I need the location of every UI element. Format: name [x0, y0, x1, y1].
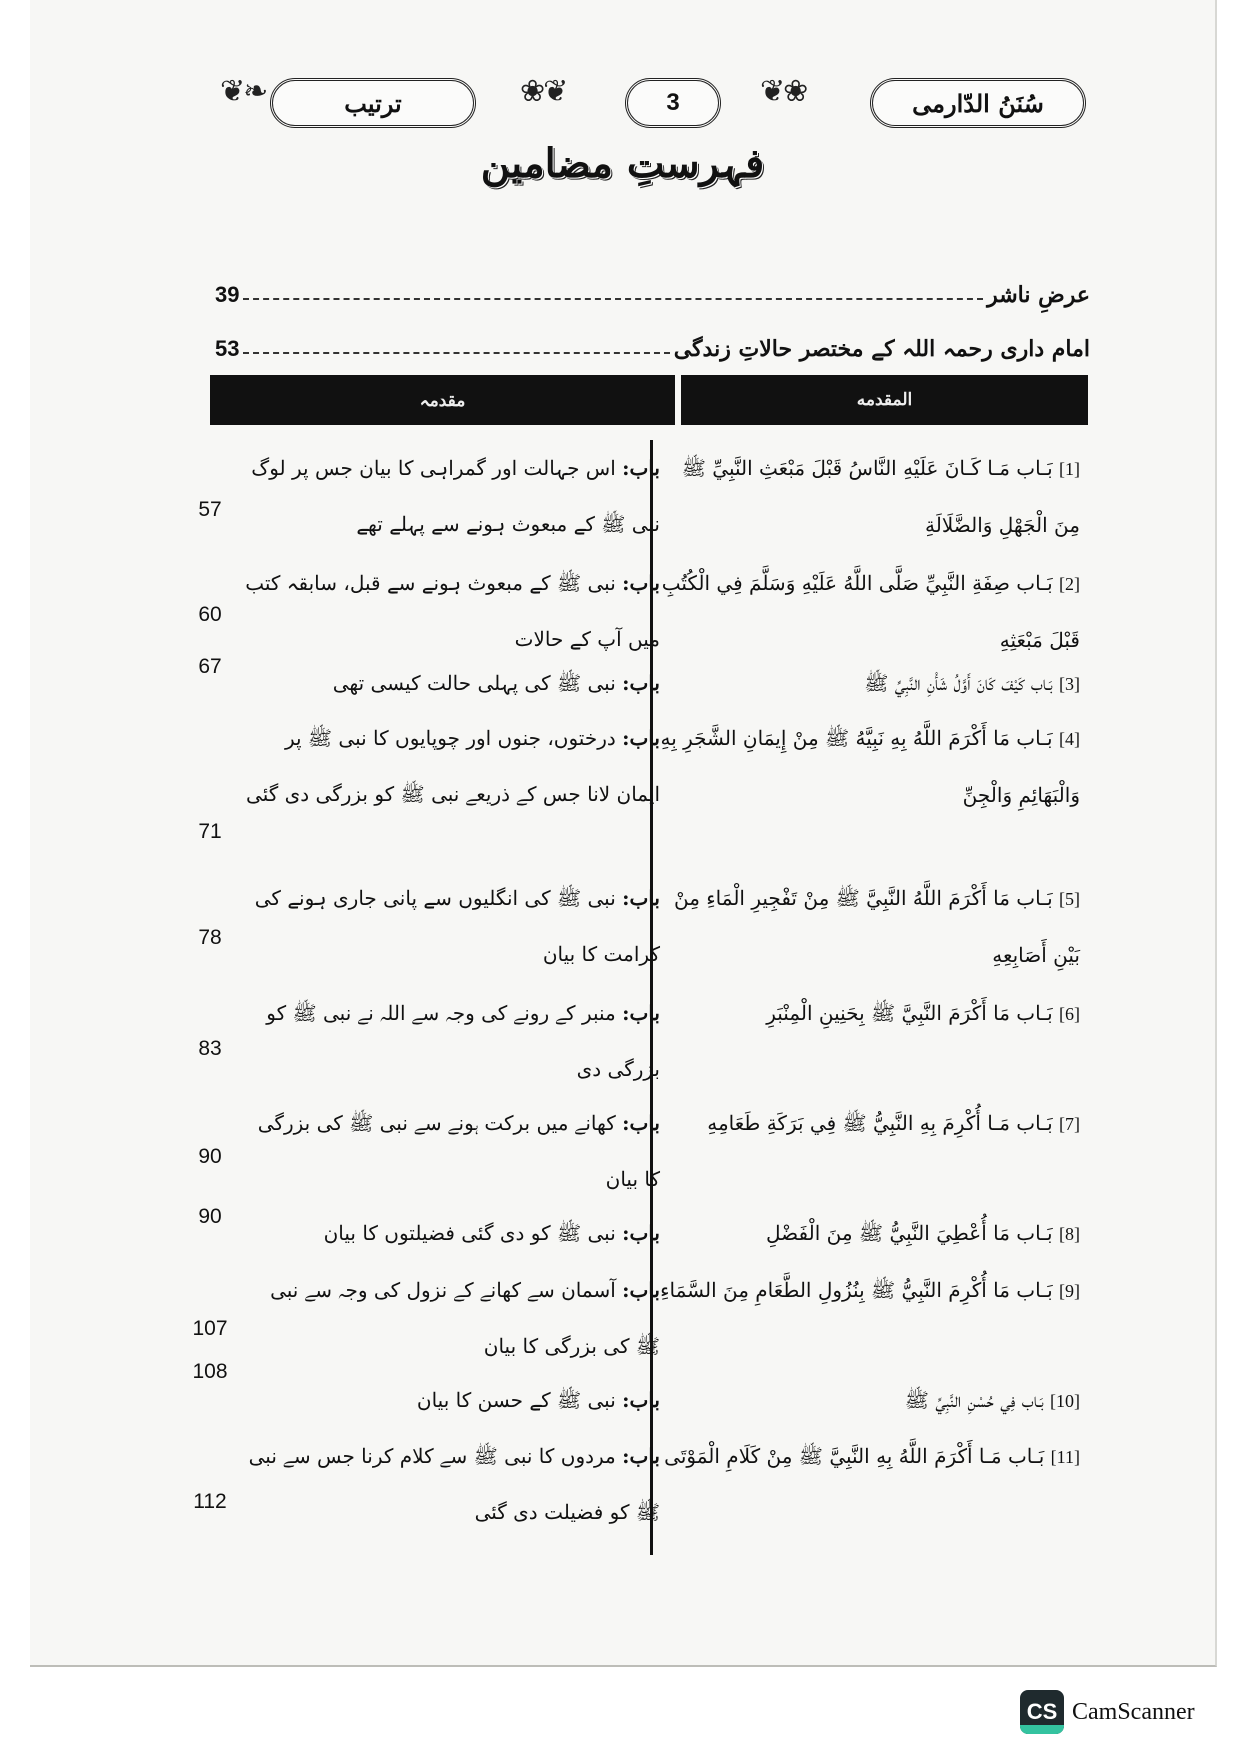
arabic-chapter [660, 1205, 1080, 1262]
intro-entry [215, 326, 1090, 362]
urdu-chapter [240, 1262, 660, 1374]
urdu-chapter-title: درختوں، جنوں اور چوپایوں کا نبی ﷺ پر ایمان لانا جس کے ذریعے نبی ﷺ کو بزرگی دی گئی [246, 726, 660, 806]
arabic-chapter [660, 1428, 1080, 1485]
arabic-chapter-title: بَـاب مَا أَكْرَمَ النَّبِيَّ ﷺ بِحَنِينِ الْمِنْبَرِ [766, 1001, 1053, 1025]
bab-label: باب: [622, 456, 660, 480]
arabic-chapter [660, 1095, 1080, 1152]
arabic-chapter [660, 655, 1080, 712]
urdu-chapter-title: منبر کے رونے کی وجہ سے اللہ نے نبی ﷺ کو بزرگی دی [266, 1001, 660, 1081]
chapter-index: [2] [1059, 574, 1080, 594]
arabic-chapter-title: بَـاب فِي حُسْنِ النَّبِيِّ ﷺ [904, 1388, 1044, 1412]
urdu-chapter [240, 985, 660, 1097]
page-title: فہرستِ مضامین [480, 140, 765, 187]
chapter-index: [7] [1059, 1114, 1080, 1134]
chapter-index: [11] [1050, 1447, 1080, 1467]
urdu-column-header: مقدمہ [210, 375, 675, 425]
urdu-chapter [240, 870, 660, 982]
page-ref: 107 [192, 1317, 228, 1340]
bab-label: باب: [622, 726, 660, 750]
bab-label: باب: [622, 1221, 660, 1245]
bab-label: باب: [622, 1001, 660, 1025]
bab-label: باب: [622, 571, 660, 595]
page-ref: 71 [198, 820, 222, 843]
urdu-chapter [240, 655, 660, 711]
arabic-chapter-title: بَـاب صِفَةِ النَّبِيِّ صَلَّى اللَّهُ عَلَيْهِ وَسَلَّمَ فِي الْكُتُبِ قَبْلَ مَبْعَثِهِ [661, 571, 1080, 652]
urdu-chapter [240, 1428, 660, 1540]
bab-label: باب: [622, 1111, 660, 1135]
urdu-chapter-title: نبی ﷺ کی انگلیوں سے پانی جاری ہونے کی کرامت کا بیان [254, 886, 660, 966]
chapter-index: [9] [1059, 1281, 1080, 1301]
intro-entry-page: 39 [215, 282, 240, 307]
bab-label: باب: [622, 1444, 660, 1468]
page-ref: 78 [198, 926, 222, 949]
intro-entry-page: 53 [215, 336, 240, 361]
urdu-chapter-title: نبی ﷺ کی پہلی حالت کیسی تھی [332, 671, 616, 695]
chapter-index: [5] [1059, 889, 1080, 909]
flourish-ornament-icon: ❀❦ [520, 74, 567, 109]
urdu-chapter [240, 710, 660, 822]
camscanner-logo-icon: CS [1020, 1690, 1064, 1734]
bab-label: باب: [622, 1278, 660, 1302]
urdu-chapter-title: آسمان سے کھانے کے نزول کی وجہ سے نبی ﷺ کی بزرگی کا بیان [270, 1278, 660, 1358]
arabic-chapter-title: بَـاب كَيْفَ كَانَ أَوَّلُ شَأْنِ النَّبِيِّ ﷺ [864, 671, 1053, 695]
arabic-chapter [660, 985, 1080, 1042]
arabic-chapter [660, 870, 1080, 983]
page-ref: 90 [198, 1205, 222, 1228]
camscanner-text: CamScanner [1072, 1698, 1195, 1725]
arabic-chapter-title: بَـاب مَـا أُكْرِمَ بِهِ النَّبِيُّ ﷺ فِي بَرَكَةِ طَعَامِهِ [707, 1111, 1053, 1135]
ornamental-header [220, 70, 1090, 135]
camscanner-watermark [1020, 1690, 1195, 1734]
urdu-chapter [240, 440, 660, 552]
urdu-chapter-title: نبی ﷺ کے مبعوث ہونے سے قبل، سابقہ کتب میں آپ کے حالات [245, 571, 660, 651]
bab-label: باب: [622, 1388, 660, 1412]
arabic-column-header: المقدمه [681, 375, 1088, 425]
arabic-chapter-title: بَـاب مَـا أَكْرَمَ اللَّهُ بِهِ النَّبِيَّ ﷺ مِنْ كَلَامِ الْمَوْتَى [664, 1444, 1045, 1468]
flourish-ornament-icon: ❦❀ [760, 74, 807, 109]
urdu-chapter-title: کھانے میں برکت ہونے سے نبی ﷺ کی بزرگی کا بیان [257, 1111, 660, 1191]
page-ref: 67 [198, 655, 222, 678]
urdu-chapter [240, 555, 660, 667]
bab-label: باب: [622, 886, 660, 910]
urdu-chapter-title: نبی ﷺ کو دی گئی فضیلتوں کا بیان [323, 1221, 616, 1245]
arabic-chapter [660, 440, 1080, 553]
flourish-ornament-icon: ❦❧ [220, 74, 267, 109]
page-ref: 108 [192, 1360, 228, 1383]
arabic-chapter [660, 1262, 1080, 1319]
page-ref: 83 [198, 1037, 222, 1060]
intro-entry-text: امام داری رحمہ اللہ کے مختصر حالاتِ زندگی [673, 336, 1090, 362]
page-ref: 57 [198, 498, 222, 521]
bab-label: باب: [622, 671, 660, 695]
leader-dots [243, 298, 983, 300]
chapter-index: [10] [1050, 1391, 1080, 1411]
leader-dots [243, 352, 669, 354]
intro-entry-text: عرضِ ناشر [987, 282, 1090, 308]
intro-entry [215, 272, 1090, 308]
page-ref: 90 [198, 1145, 222, 1168]
scanned-page [30, 0, 1217, 1667]
chapter-index: [6] [1059, 1004, 1080, 1024]
chapter-index: [1] [1059, 459, 1080, 479]
book-title: سُنَنُ الدّارمی [870, 78, 1086, 128]
page-ref: 60 [198, 603, 222, 626]
urdu-chapter [240, 1372, 660, 1428]
urdu-chapter [240, 1095, 660, 1207]
arabic-chapter-title: بَـاب مَا أَكْرَمَ اللَّهُ النَّبِيَّ ﷺ مِنْ تَفْجِيرِ الْمَاءِ مِنْ بَيْنِ أَصَابِعِهِ [673, 886, 1080, 967]
arabic-chapter-title: بَـاب مَـا كَـانَ عَلَيْهِ النَّاسُ قَبْلَ مَبْعَثِ النَّبِيِّ ﷺ مِنَ الْجَهْلِ وَالضَّلَالَةِ [681, 456, 1080, 537]
arabic-chapter-title: بَـاب مَا أَكْرَمَ اللَّهُ بِهِ نَبِيَّهُ ﷺ مِنْ إِيمَانِ الشَّجَرِ بِهِ وَالْبَهَائِمِ وَالْجِنِّ [660, 726, 1080, 807]
urdu-chapter [240, 1205, 660, 1261]
arabic-chapter-title: بَـاب مَا أُكْرِمَ النَّبِيُّ ﷺ بِنُزُولِ الطَّعَامِ مِنَ السَّمَاءِ [660, 1278, 1053, 1302]
urdu-chapter-title: اس جہالت اور گمراہی کا بیان جس پر لوگ نبی ﷺ کے مبعوث ہونے سے پہلے تھے [251, 456, 660, 536]
section-label: ترتیب [270, 78, 476, 128]
urdu-chapter-title: مردوں کا نبی ﷺ سے کلام کرنا جس سے نبی ﷺ کو فضیلت دی گئی [248, 1444, 660, 1524]
arabic-chapter-title: بَـاب مَا أُعْطِيَ النَّبِيُّ ﷺ مِنَ الْفَضْلِ [766, 1221, 1053, 1245]
page-ref: 112 [193, 1490, 227, 1513]
chapter-index: [4] [1059, 729, 1080, 749]
page-number: 3 [625, 78, 721, 128]
arabic-chapter [660, 710, 1080, 823]
chapter-index: [3] [1059, 674, 1080, 694]
arabic-chapter [660, 555, 1080, 668]
arabic-chapter [660, 1372, 1080, 1429]
urdu-chapter-title: نبی ﷺ کے حسن کا بیان [416, 1388, 616, 1412]
chapter-index: [8] [1059, 1224, 1080, 1244]
table-header [210, 375, 1088, 425]
